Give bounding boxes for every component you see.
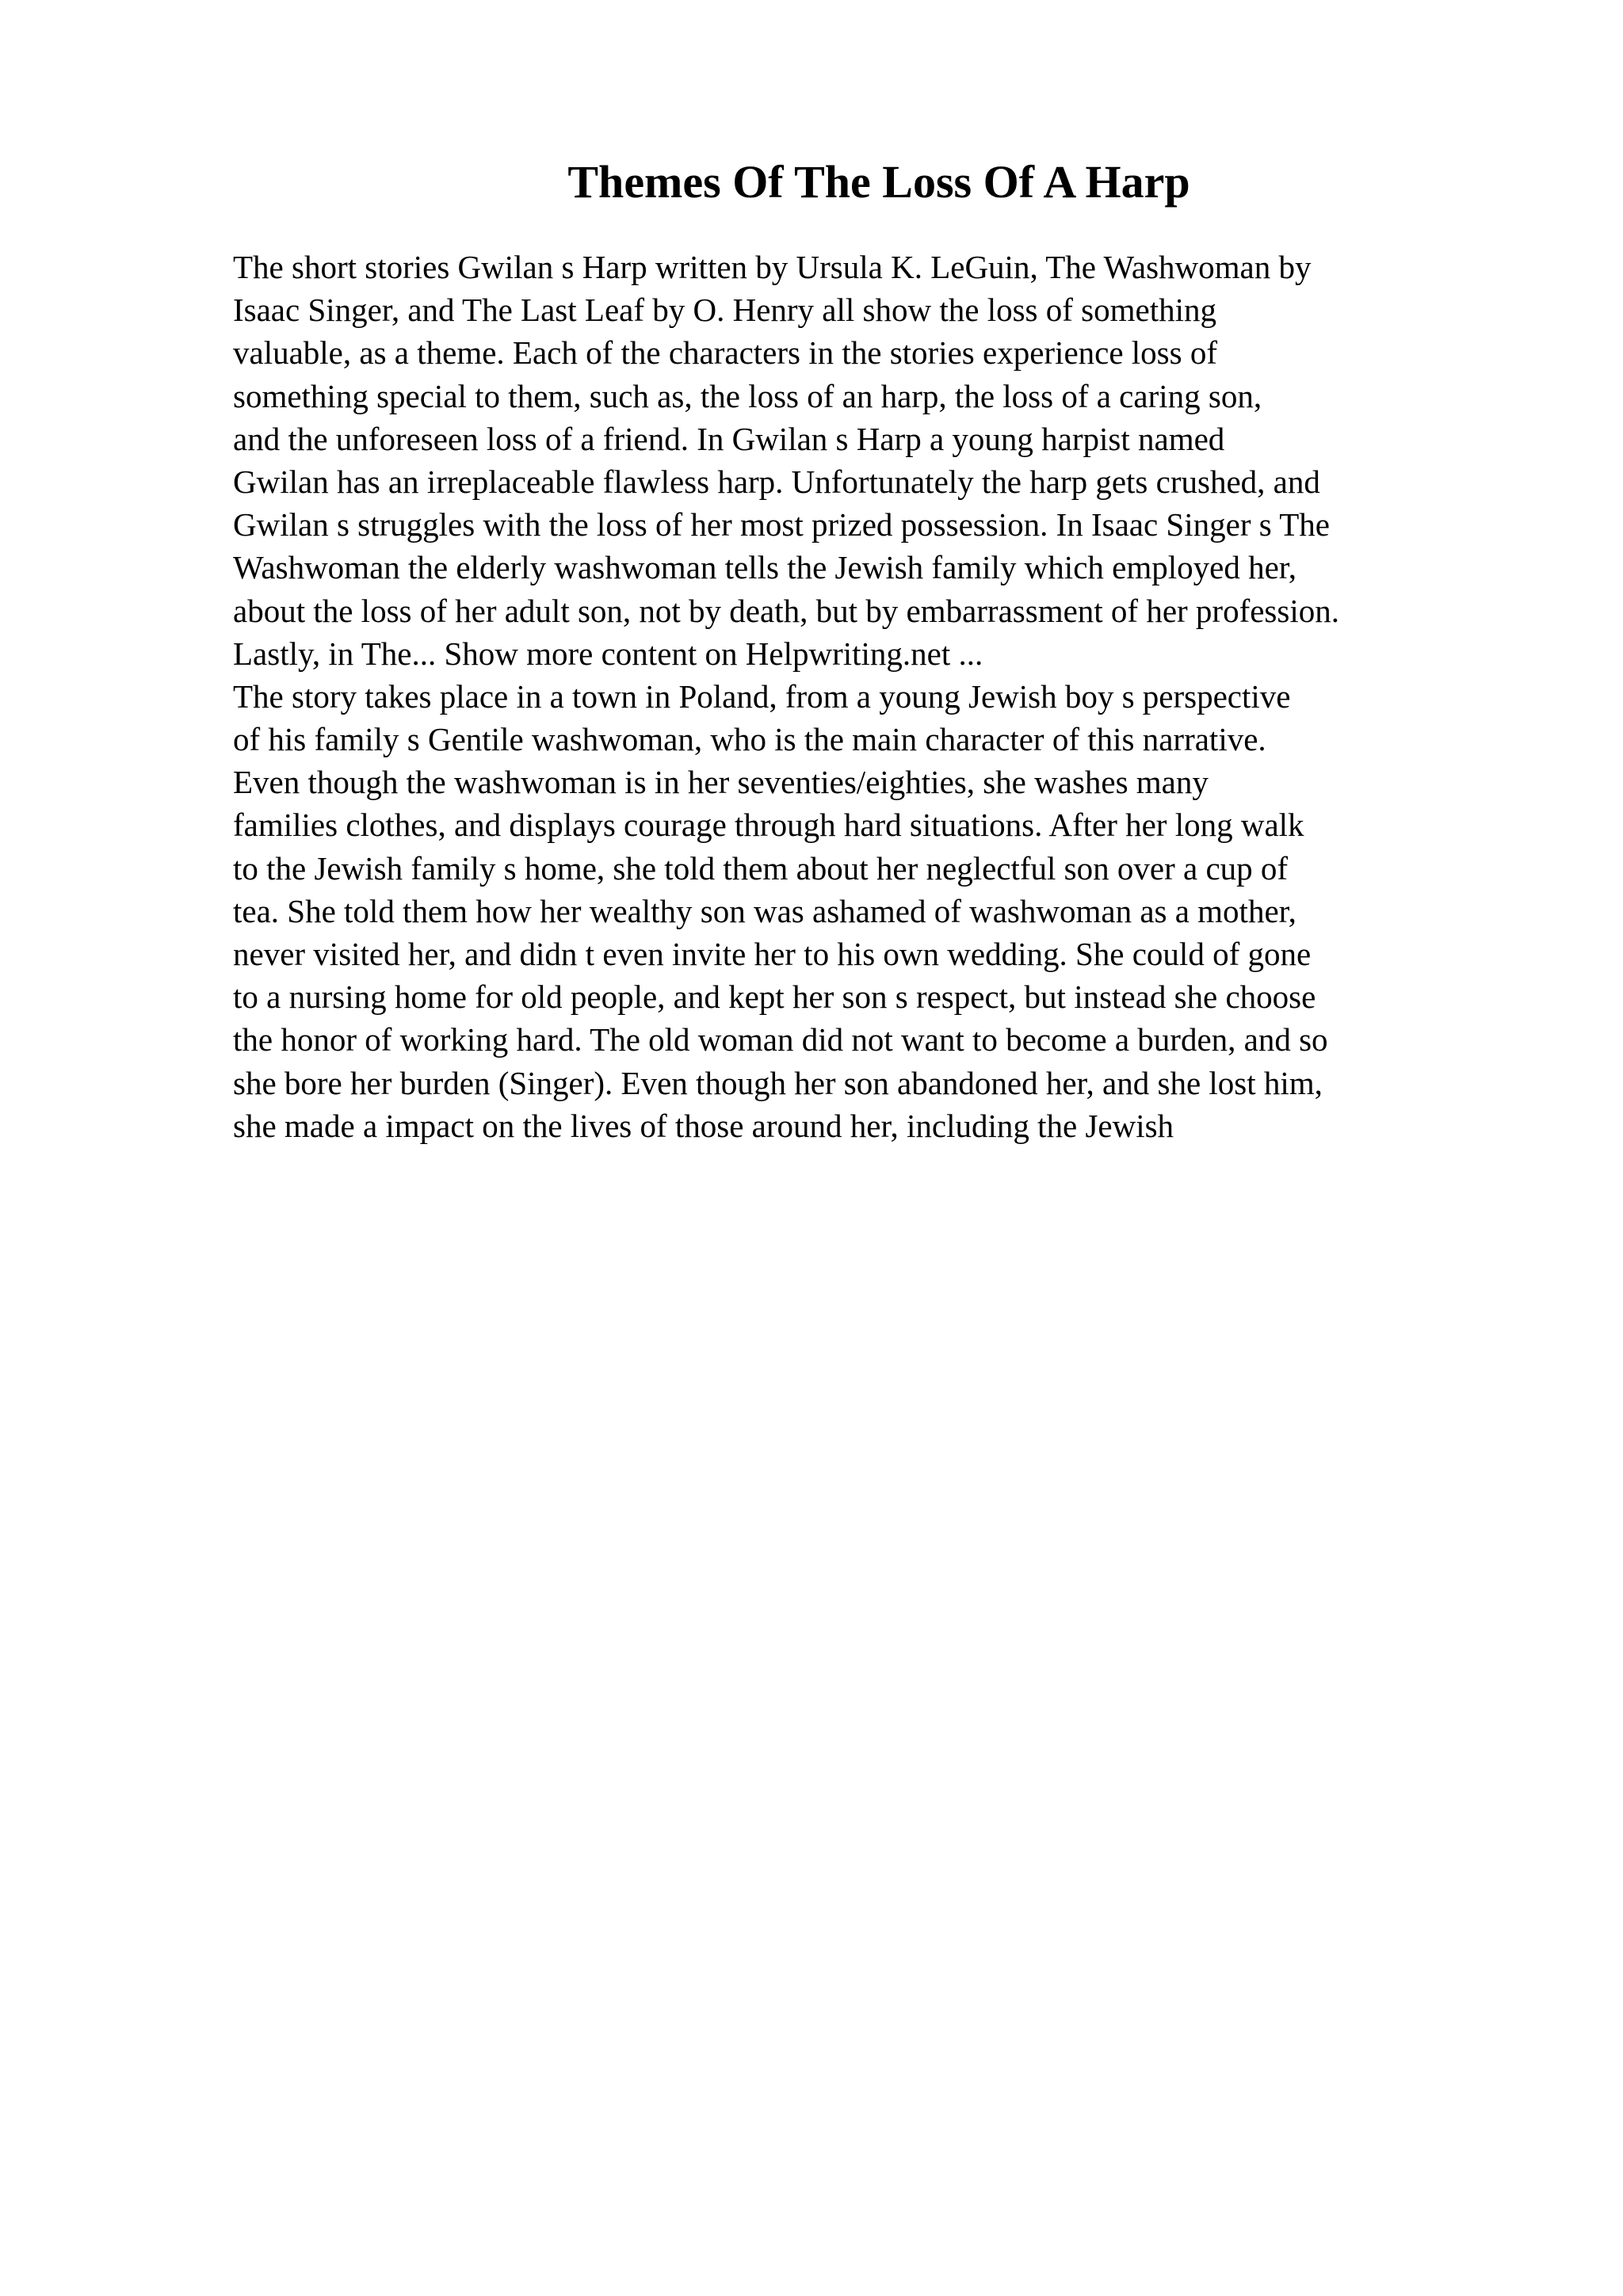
body-line: Washwoman the elderly washwoman tells the Jewish family which employed her, [233,549,1297,586]
body-line: The story takes place in a town in Poland, from a young Jewish boy s perspective [233,677,1291,715]
body-line: she bore her burden (Singer). Even though her son abandoned her, and she lost him, [233,1064,1323,1101]
body-line: Even though the washwoman is in her seventies/eighties, she washes many [233,764,1209,801]
body-line: The short stories Gwilan s Harp written by Ursula K. LeGuin, The Washwoman by [233,249,1312,285]
body-line: valuable, as a theme. Each of the characters in the stories experience loss of [233,334,1217,372]
body-line: about the loss of her adult son, not by death, but by embarrassment of her profession. [233,592,1339,629]
document-title: Themes Of The Loss Of A Harp [567,156,1190,208]
body-line: to a nursing home for old people, and kept her son s respect, but instead she choose [233,978,1316,1016]
body-line: to the Jewish family s home, she told them about her neglectful son over a cup of [233,849,1289,887]
body-line: she made a impact on the lives of those around her, including the Jewish [233,1107,1174,1144]
body-line: families clothes, and displays courage through hard situations. After her long walk [233,807,1304,844]
body-line: of his family s Gentile washwoman, who is the main character of this narrative. [233,721,1266,758]
body-line: tea. She told them how her wealthy son was ashamed of washwoman as a mother, [233,892,1296,929]
body-line: Lastly, in The... Show more content on Helpwriting.net ... [233,635,983,672]
body-line: Isaac Singer, and The Last Leaf by O. Henry all show the loss of something [233,292,1216,329]
body-line: Gwilan has an irreplaceable flawless harp. Unfortunately the harp gets crushed, and [233,463,1320,500]
body-line: never visited her, and didn t even invite her to his own wedding. She could of gone [233,936,1312,972]
body-line: and the unforeseen loss of a friend. In Gwilan s Harp a young harpist named [233,420,1225,457]
body-line: the honor of working hard. The old woman did not want to become a burden, and so [233,1021,1328,1058]
document-body [233,246,1596,1147]
body-line: Gwilan s struggles with the loss of her most prized possession. In Isaac Singer s The [233,506,1330,543]
body-line: something special to them, such as, the loss of an harp, the loss of a caring son, [233,377,1262,414]
